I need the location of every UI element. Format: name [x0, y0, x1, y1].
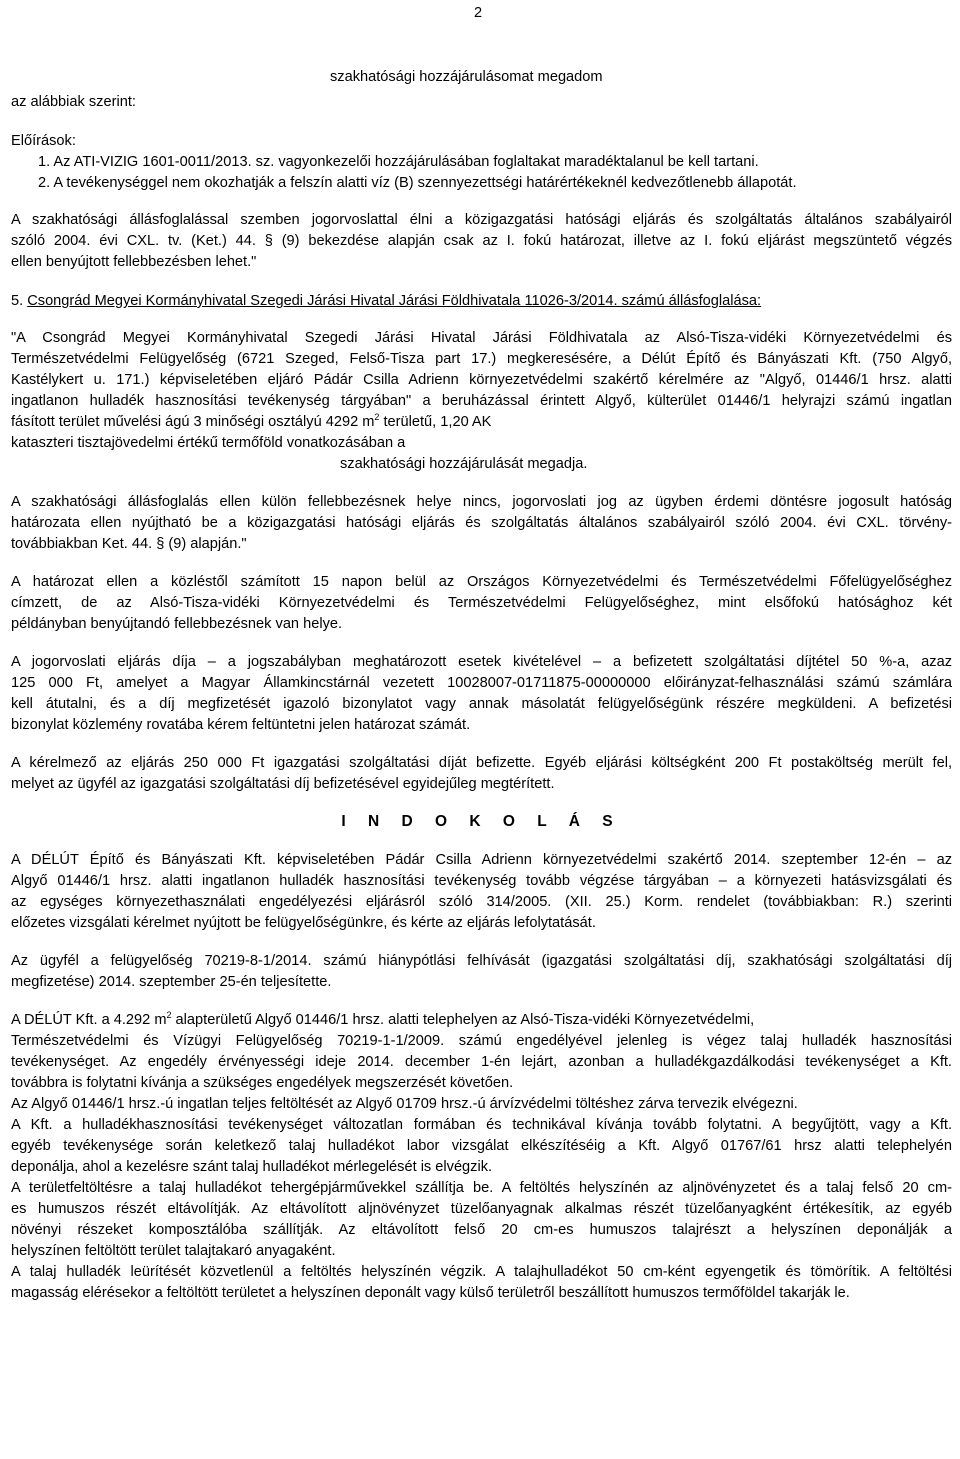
cost-line: A kérelmező az eljárás 250 000 Ft igazgatási szolgáltatási díját befizette. Egyéb eljárási költségként 200 Ft postaköltség merült fel, [11, 755, 952, 771]
statement-line: ingatlanon hulladék hasznosítási tevékenység tárgyában" a beruházással érintett Algyő, külterület 01446/1 helyrajzi számú ingatlan [11, 393, 952, 409]
page-number: 2 [474, 5, 483, 21]
justification-line: továbbra is folytatni kívánja a szükséges engedélyek megszerzését követően. [11, 1075, 514, 1091]
statement-line [11, 412, 952, 433]
justification-line [11, 1010, 952, 1031]
site-area-tail: alapterületű Algyő 01446/1 hrsz. alatti telephelyen az Alsó-Tisza-vidéki Környezetvédelmi, [171, 1012, 755, 1028]
fee-line: bizonylat közlemény rovatába kérem feltüntetni jelen határozat számát. [11, 717, 471, 733]
justification-line: A talaj hulladék leürítését közvetlenül a feltöltés helyszínén végzik. A talajhulladékot 50 cm-ként egyengetik és tömörítik. A feltöltési [11, 1264, 952, 1280]
approval-text: szakhatósági hozzájárulását megadja. [340, 456, 588, 472]
justification-line: magasság elérésekor a feltöltött területet a helyszínen deponált vagy külső területről beszállított humuszos termőföldel takarják le. [11, 1285, 850, 1301]
fee-line: kell átutalni, és a díj megfizetését igazoló bizonylatot vagy annak másolatát felügyelőségünk részére megküldeni. A befizetési [11, 696, 952, 712]
appeal-line: A szakhatósági állásfoglalás ellen külön fellebbezésnek helye nincs, jogorvoslati jog az ügyben érdemi döntésre jogosult hatóság [11, 494, 952, 510]
section-number: 5. [11, 293, 24, 309]
statement-line: kataszteri tisztajövedelmi értékű termőföld vonatkozásában a [11, 435, 406, 451]
justification-line: növényi részeket komposztálóba szállítják. Az eltávolított felső 20 cm-es humuszos talajrészt a helyszínen deponálják a [11, 1222, 952, 1238]
square-superscript: 2 [374, 412, 380, 423]
justification-line: Az ügyfél a felügyelőség 70219-8-1/2014. számú hiánypótlási felhívását (igazgatási szolgáltatási díj, szakhatósági szolgáltatási díj [11, 953, 952, 969]
statement-line: Kastélykert u. 171.) képviseletében eljáró Pádár Csilla Adrienn környezetvédelmi szakértő kérelmére az "Algyő, 01446/1 hrsz. alatti [11, 372, 952, 388]
statement-area-tail: területű, 1,20 AK [379, 414, 492, 430]
remedy-line: ellen benyújtott fellebbezésben lehet." [11, 254, 257, 270]
justification-line: tevékenységet. Az engedély érvényességi ideje 2014. december 1-én lejárt, azonban a hulladékgazdálkodási tevékenységet a Kft. [11, 1054, 952, 1070]
condition-item: 2. A tevékenységgel nem okozhatják a felszín alatti víz (B) szennyezettségi határértékeknél kedvezőtlenebb állapotát. [38, 175, 797, 191]
justification-line: Az Algyő 01446/1 hrsz.-ú ingatlan teljes feltöltését az Algyő 01709 hrsz.-ú árvízvédelmi töltéshez zárva tervezik elvégezni. [11, 1096, 798, 1112]
consent-text: szakhatósági hozzájárulásomat megadom [330, 69, 603, 85]
appeal-line: határozata ellen nyújtható be a közigazgatási hatósági eljárás és szolgáltatás általános szabályairól szóló 2004. évi CXL. törvény- [11, 515, 952, 531]
site-area-text: A DÉLÚT Kft. a 4.292 m [11, 1012, 167, 1028]
justification-line: A DÉLÚT Építő és Bányászati Kft. képviseletében Pádár Csilla Adrienn környezetvédelmi szakértő 2014. szeptember 12-én – az [11, 852, 952, 868]
section-title: Csongrád Megyei Kormányhivatal Szegedi Járási Hivatal Járási Földhivatala 11026-3/2014. számú állásfoglalása: [27, 293, 762, 309]
remedy-line: szóló 2004. évi CXL. tv. (Ket.) 44. § (9) bekezdése alapján csak az I. fokú határozat, illetve az I. fokú eljárást megszüntető végzés [11, 233, 952, 249]
section-5-heading [11, 291, 952, 312]
justification-line: Algyő 01446/1 hrsz. alatti ingatlanon hulladék hasznosítási tevékenység tovább végzése tárgyában – a környezeti hatásvizsgálati és [11, 873, 952, 889]
justification-line: az egységes környezethasználati engedélyezési eljárásról szóló 314/2005. (XII. 25.) Korm. rendelet (továbbiakban: R.) szerinti [11, 894, 952, 910]
statement-line: "A Csongrád Megyei Kormányhivatal Szegedi Járási Hivatal Járási Földhivatala az Alsó-Tisza-vidéki Környezetvédelmi és [11, 330, 952, 346]
justification-line: Természetvédelmi és Vízügyi Felügyelőség 70219-1-1/2009. számú engedélyével jelenleg is végez talaj hulladék hasznosítási [11, 1033, 952, 1049]
justification-heading: I N D O K O L Á S [341, 813, 622, 830]
remedy-line: A szakhatósági állásfoglalással szemben jogorvoslattal élni a közigazgatási hatósági eljárás és szolgáltatás általános szabályairól [11, 212, 952, 228]
cost-line: melyet az ügyfél az igazgatási szolgáltatási díj befizetésével egyidejűleg megtérített. [11, 776, 555, 792]
justification-line: egyéb tevékenysége során keletkező talaj hulladékot labor vizsgálat elkészítéséig a Kft. Algyő 01767/61 hrsz alatti telephelyén [11, 1138, 952, 1154]
justification-line: A területfeltöltésre a talaj hulladékot tehergépjárművekkel szállítja be. A feltöltés helyszínén az aljnövényzetet és a talaj felső 20 cm- [11, 1180, 952, 1196]
justification-line: helyszínen feltöltött terület talajtakaró anyagaként. [11, 1243, 336, 1259]
fee-line: 125 000 Ft, amelyet a Magyar Államkincstárnál vezetett 10028007-01711875-00000000 előirányzat-felhasználási számú számlára [11, 675, 952, 691]
statement-area-text: fásított terület művelési ágú 3 minőségi osztályú 4292 m [11, 414, 375, 430]
decision-line: címzett, de az Alsó-Tisza-vidéki Környezetvédelmi és Természetvédelmi Felügyelőséghez, mint elsőfokú hatósághoz két [11, 595, 952, 611]
condition-item: 1. Az ATI-VIZIG 1601-0011/2013. sz. vagyonkezelői hozzájárulásában foglaltakat maradéktalanul be kell tartani. [38, 154, 759, 170]
decision-line: példányban benyújtandó fellebbezésnek van helye. [11, 616, 343, 632]
conditions-title: Előírások: [11, 133, 76, 149]
justification-line: megfizetése) 2014. szeptember 25-én teljesítette. [11, 974, 332, 990]
justification-line: előzetes vizsgálati kérelmet nyújtott be felügyelőségünkre, és kérte az eljárás lefolytatását. [11, 915, 596, 931]
decision-line: A határozat ellen a közléstől számított 15 napon belül az Országos Környezetvédelmi és Természetvédelmi Főfelügyelőséghez [11, 574, 952, 590]
square-superscript: 2 [166, 1010, 172, 1021]
justification-line: A Kft. a hulladékhasznosítási tevékenységet változatlan formában és technikával kívánja tovább folytatni. A begyűjtött, vagy a Kft. [11, 1117, 952, 1133]
justification-line: es humuszos részét eltávolítják. Az eltávolított aljnövényzet tüzelőanyagnak alkalmas részét tüzelőanyagként értékesítik, az egyéb [11, 1201, 952, 1217]
fee-line: A jogorvoslati eljárás díja – a jogszabályban meghatározott esetek kivételével – a befizetett szolgáltatási díjtétel 50 %-a, azaz [11, 654, 952, 670]
intro-label: az alábbiak szerint: [11, 94, 136, 110]
justification-line: deponálja, ahol a kezelésre szánt talaj hulladékot mérlegelését is elvégzik. [11, 1159, 493, 1175]
appeal-line: továbbiakban Ket. 44. § (9) alapján." [11, 536, 247, 552]
statement-line: Természetvédelmi Felügyelőség (6721 Szeged, Felső-Tisza part 17.) megkeresésére, a Délút Építő és Bányászati Kft. (750 Algyő, [11, 351, 952, 367]
